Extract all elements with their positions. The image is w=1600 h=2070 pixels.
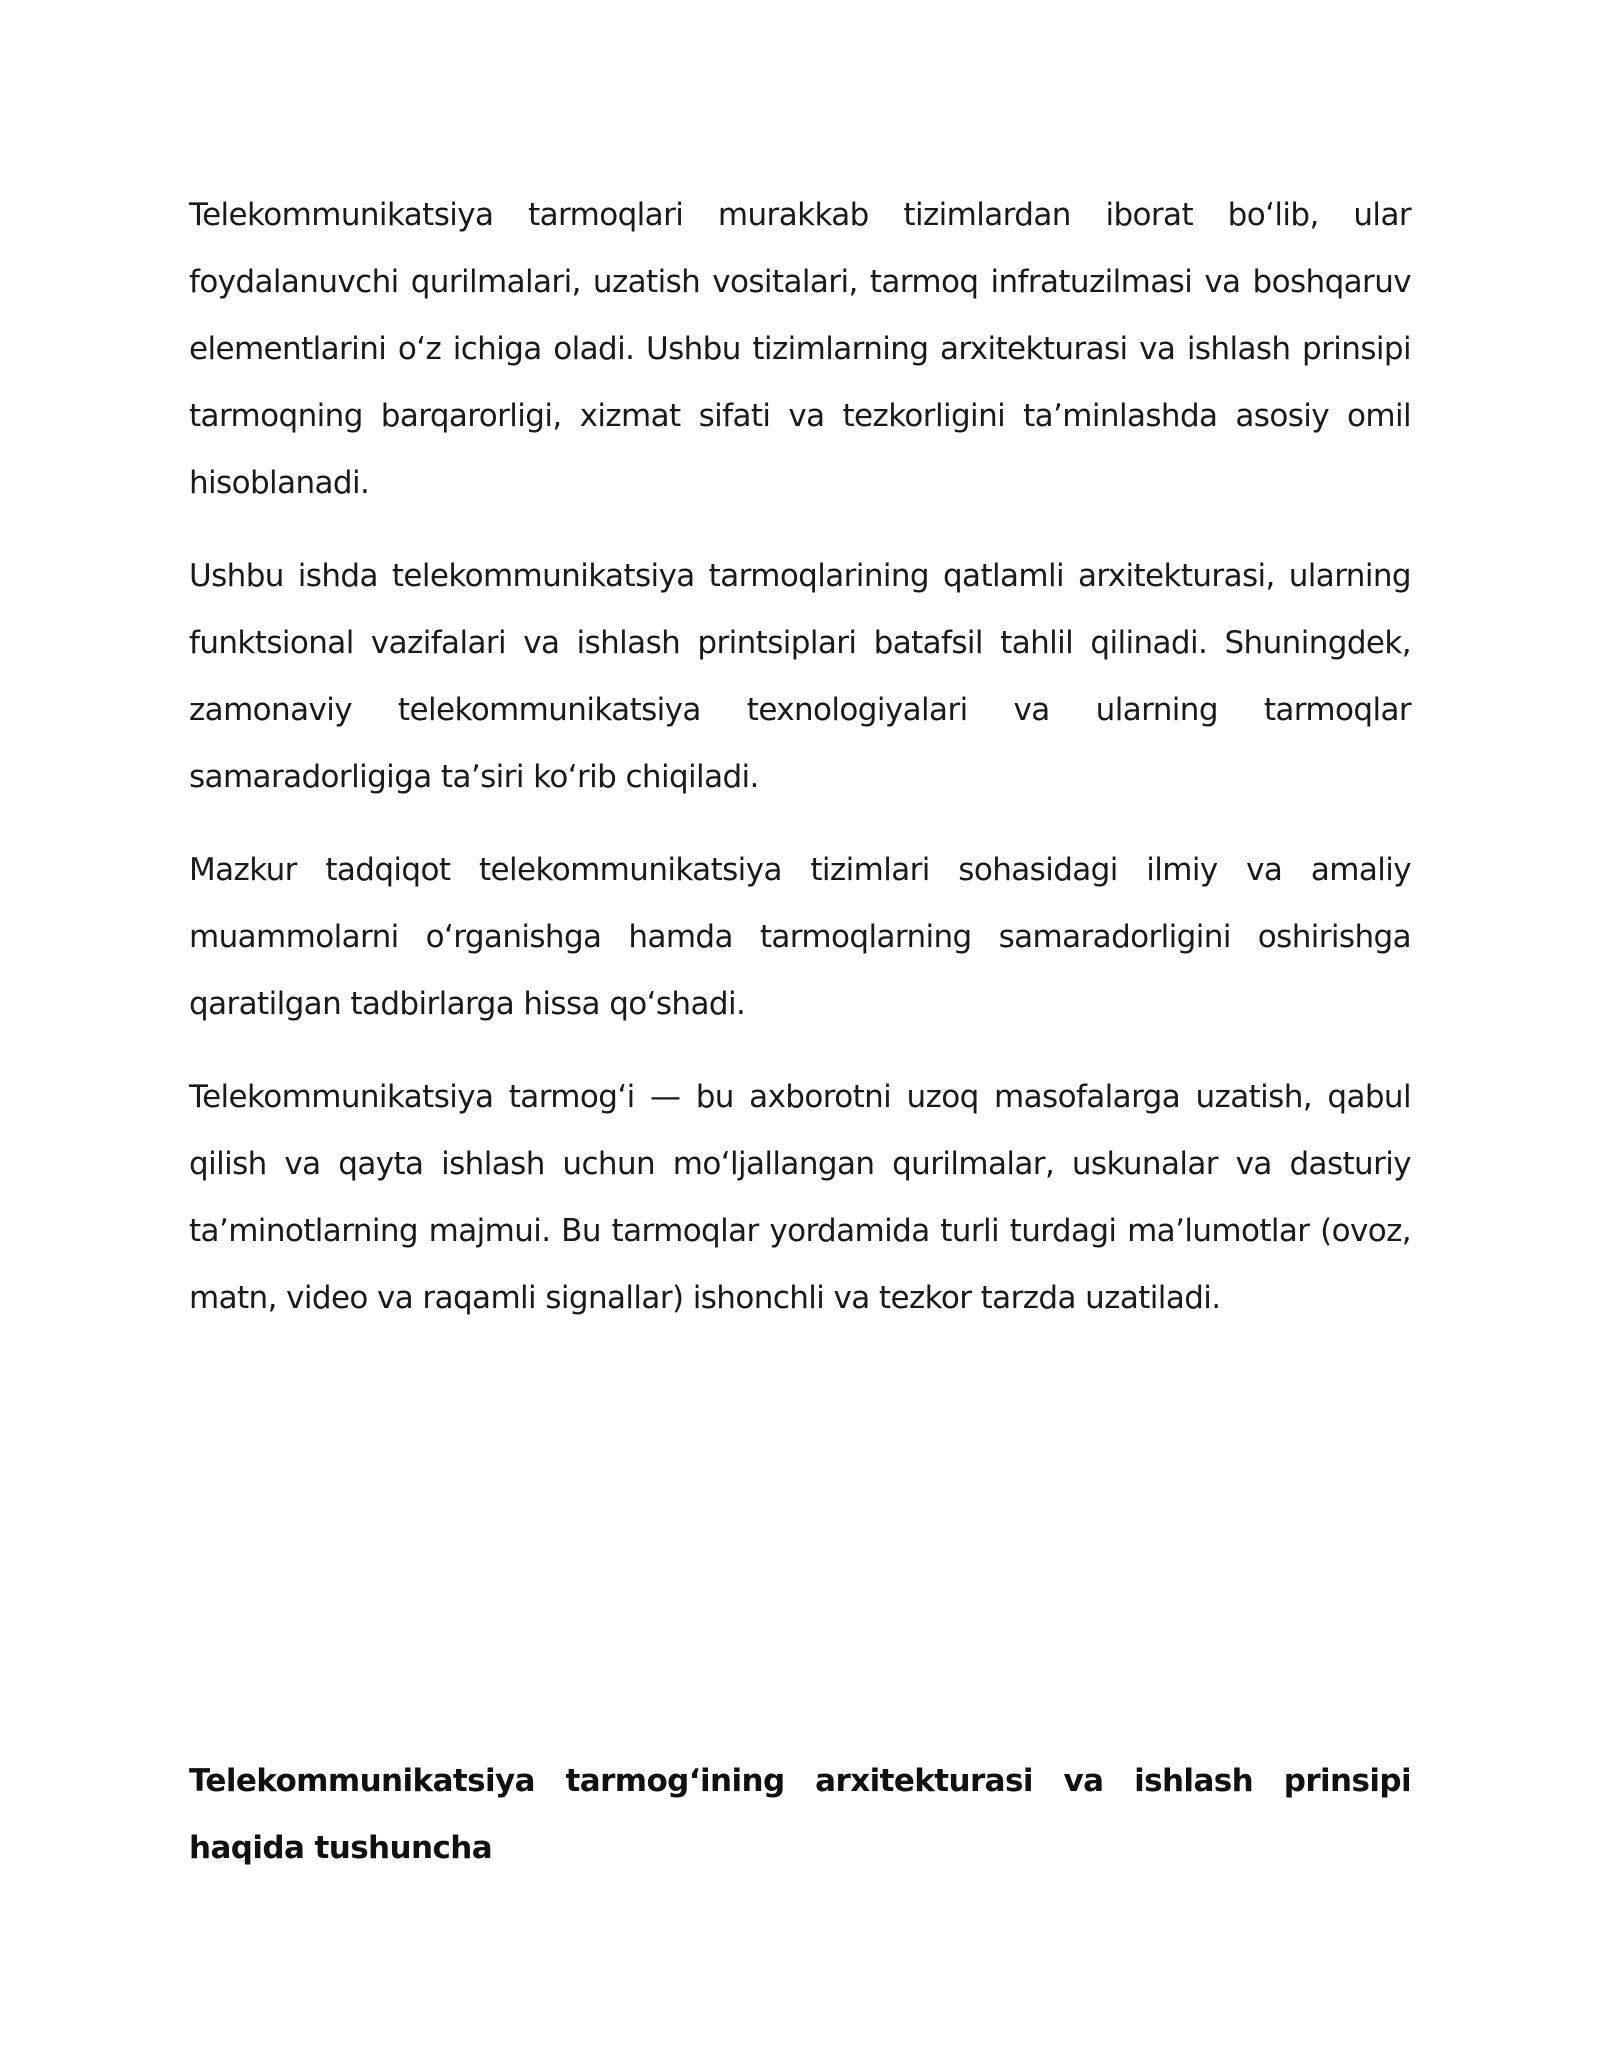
- paragraph-1: Telekommunikatsiya tarmoqlari murakkab tizimlardan iborat bo‘lib, ular foydalanuvchi qurilmalari, uzatish vositalari, tarmoq infratuzilmasi va boshqaruv elementlarini o‘z ichiga oladi. Ushbu tizimlarning arxitekturasi va ishlash prinsipi tarmoqning barqarorligi, xizmat sifati va tezkorligini ta’minlashda asosiy omil hisoblanadi.: [189, 197, 1411, 501]
- section-heading: Telekommunikatsiya tarmog‘ining arxitekturasi va ishlash prinsipi haqida tushuncha: [189, 1763, 1411, 1866]
- paragraph-3: Mazkur tadqiqot telekommunikatsiya tizimlari sohasidagi ilmiy va amaliy muammolarni o‘rganishga hamda tarmoqlarning samaradorligini oshirishga qaratilgan tadbirlarga hissa qo‘shadi.: [189, 852, 1411, 1022]
- paragraph-2: Ushbu ishda telekommunikatsiya tarmoqlarining qatlamli arxitekturasi, ularning funktsional vazifalari va ishlash printsiplari batafsil tahlil qilinadi. Shuningdek, zamonaviy telekommunikatsiya texnologiyalari va ularning tarmoqlar samaradorligiga ta’siri ko‘rib chiqiladi.: [189, 558, 1411, 795]
- document-body: [189, 182, 1411, 1358]
- paragraph-4: Telekommunikatsiya tarmog‘i — bu axborotni uzoq masofalarga uzatish, qabul qilish va qayta ishlash uchun mo‘ljallangan qurilmalar, uskunalar va dasturiy ta’minotlarning majmui. Bu tarmoqlar yordamida turli turdagi ma’lumotlar (ovoz, matn, video va raqamli signallar) ishonchli va tezkor tarzda uzatiladi.: [189, 1079, 1411, 1316]
